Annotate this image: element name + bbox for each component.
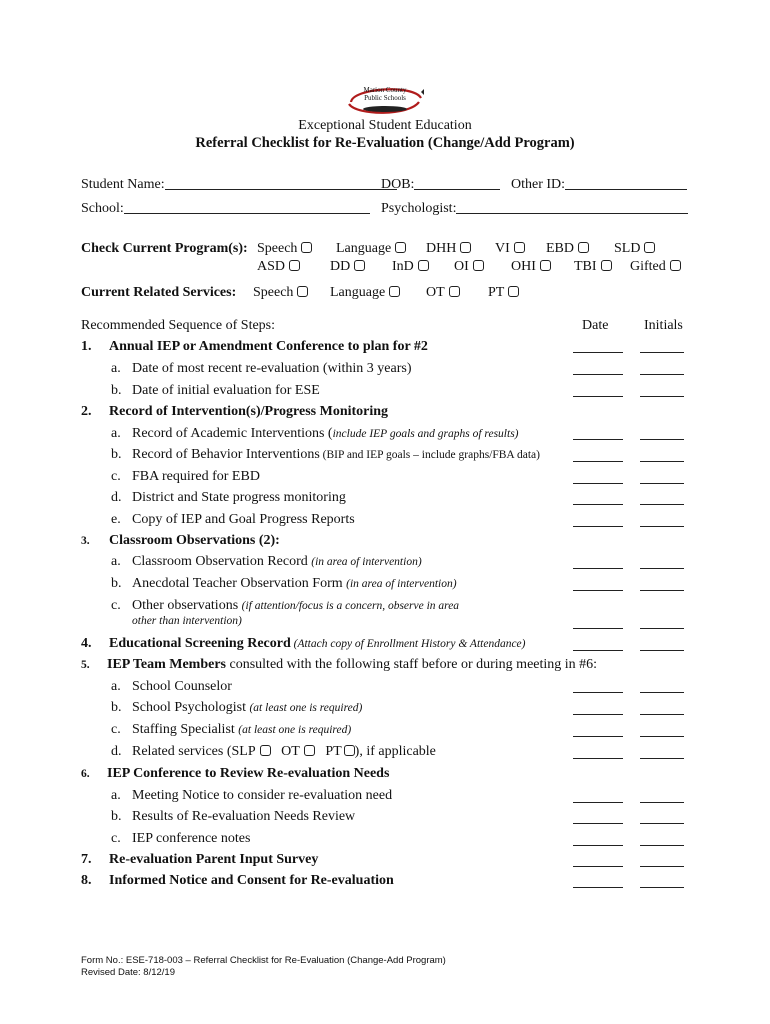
programs-label: Check Current Program(s):: [81, 241, 248, 256]
sub-item-note-continued: other than intervention): [132, 615, 242, 627]
initials-line[interactable]: [640, 568, 684, 569]
sub-letter: c.: [111, 469, 121, 484]
district-logo: [343, 82, 427, 118]
other-id-field[interactable]: [511, 176, 687, 193]
step-title: IEP Conference to Review Re-evaluation Needs: [107, 766, 390, 781]
sub-item-text: Record of Behavior Interventions: [132, 447, 320, 462]
sub-item-text: Staffing Specialist: [132, 722, 239, 737]
sub-item: Date of initial evaluation for ESE: [132, 383, 320, 398]
logo-line-1: Marion County: [363, 86, 407, 94]
date-line[interactable]: [573, 736, 623, 737]
checkbox[interactable]: [449, 286, 460, 297]
step-number: 2.: [81, 404, 92, 419]
sub-letter: a.: [111, 426, 121, 441]
sub-item: [132, 554, 422, 570]
step-number: 6.: [81, 768, 90, 780]
step-note: (Attach copy of Enrollment History & Attendance): [290, 638, 526, 650]
initials-line[interactable]: [640, 374, 684, 375]
psychologist-field[interactable]: [381, 200, 688, 217]
sub-letter: a.: [111, 361, 121, 376]
sub-item: District and State progress monitoring: [132, 490, 346, 505]
step-title: [107, 657, 597, 673]
program-ind-label: InD: [392, 259, 414, 274]
checkbox[interactable]: [301, 242, 312, 253]
date-line[interactable]: [573, 866, 623, 867]
program-vi[interactable]: [495, 241, 525, 257]
student-name-label: Student Name:: [81, 177, 165, 192]
program-ind[interactable]: [392, 259, 429, 275]
sub-item: [132, 426, 519, 442]
department-title: Exceptional Student Education: [298, 118, 472, 133]
pt-label: PT: [325, 744, 342, 759]
initials-line[interactable]: [640, 802, 684, 803]
sub-item-note: (BIP and IEP goals – include graphs/FBA data): [319, 449, 540, 461]
steps-heading: Recommended Sequence of Steps:: [81, 318, 276, 333]
sub-item-note: (in area of intervention): [346, 578, 457, 590]
sub-item: FBA required for EBD: [132, 469, 260, 484]
sub-item: [132, 700, 362, 716]
program-dhh-label: DHH: [426, 241, 457, 256]
psychologist-label: Psychologist:: [381, 201, 457, 216]
sub-item: Copy of IEP and Goal Progress Reports: [132, 512, 355, 527]
step-title-rest: consulted with the following staff before or during meeting in #6:: [226, 657, 598, 672]
sub-item: Date of most recent re-evaluation (within 3 years): [132, 361, 412, 376]
checkbox[interactable]: [289, 260, 300, 271]
logo-line-2: Public Schools: [364, 94, 406, 102]
date-line[interactable]: [573, 758, 623, 759]
sub-item-end: ), if applicable: [354, 744, 436, 759]
sub-letter: c.: [111, 831, 121, 846]
sub-item: IEP conference notes: [132, 831, 251, 846]
step-title: Classroom Observations (2):: [109, 533, 280, 548]
checkbox[interactable]: [297, 286, 308, 297]
program-dd[interactable]: [330, 259, 365, 275]
program-tbi-label: TBI: [574, 259, 597, 274]
initials-line[interactable]: [640, 866, 684, 867]
student-name-field[interactable]: [81, 176, 397, 193]
service-language-label: Language: [330, 285, 386, 300]
program-ebd-label: EBD: [546, 241, 574, 256]
checkbox-pt[interactable]: [344, 745, 355, 756]
step-number: 8.: [81, 873, 92, 888]
initials-line[interactable]: [640, 692, 684, 693]
initials-column-heading: Initials: [644, 318, 683, 333]
initials-line[interactable]: [640, 504, 684, 505]
step-title: Informed Notice and Consent for Re-evaluation: [109, 873, 394, 888]
program-ohi[interactable]: [511, 259, 551, 275]
sub-letter: b.: [111, 447, 122, 462]
dob-field[interactable]: [381, 176, 500, 193]
program-dhh[interactable]: [426, 241, 471, 257]
initials-line[interactable]: [640, 628, 684, 629]
school-field[interactable]: [81, 200, 370, 217]
initials-line[interactable]: [640, 396, 684, 397]
program-sld-label: SLD: [614, 241, 641, 256]
step-number: 4.: [81, 636, 92, 651]
date-line[interactable]: [573, 461, 623, 462]
service-speech-label: Speech: [253, 285, 294, 300]
sub-item-text: Related services (SLP: [132, 744, 256, 759]
date-line[interactable]: [573, 526, 623, 527]
program-oi-label: OI: [454, 259, 469, 274]
initials-line[interactable]: [640, 736, 684, 737]
date-line[interactable]: [573, 628, 623, 629]
initials-line[interactable]: [640, 714, 684, 715]
program-speech-label: Speech: [257, 241, 298, 256]
sub-item: School Counselor: [132, 679, 232, 694]
date-line[interactable]: [573, 845, 623, 846]
sub-letter: a.: [111, 554, 121, 569]
sub-item: [132, 576, 457, 592]
sub-item-text: Anecdotal Teacher Observation Form: [132, 576, 347, 591]
checkbox-ot[interactable]: [304, 745, 315, 756]
date-line[interactable]: [573, 504, 623, 505]
date-line[interactable]: [573, 692, 623, 693]
form-number: Form No.: ESE-718-003 – Referral Checklist for Re-Evaluation (Change-Add Program): [81, 955, 446, 966]
checkbox[interactable]: [540, 260, 551, 271]
program-asd-label: ASD: [257, 259, 286, 274]
step-title: Re-evaluation Parent Input Survey: [109, 852, 319, 867]
checkbox[interactable]: [354, 260, 365, 271]
checkbox[interactable]: [460, 242, 471, 253]
program-tbi[interactable]: [574, 259, 612, 275]
checkbox[interactable]: [601, 260, 612, 271]
ot-label: OT: [281, 744, 300, 759]
checkbox[interactable]: [514, 242, 525, 253]
service-ot[interactable]: [426, 285, 460, 301]
sub-item-note: (at least one is required): [238, 724, 352, 736]
sub-item-text: Classroom Observation Record: [132, 554, 312, 569]
program-sld[interactable]: [614, 241, 655, 257]
date-line[interactable]: [573, 352, 623, 353]
date-line[interactable]: [573, 568, 623, 569]
initials-line[interactable]: [640, 650, 684, 651]
program-ohi-label: OHI: [511, 259, 536, 274]
initials-line[interactable]: [640, 352, 684, 353]
program-speech[interactable]: [257, 241, 312, 257]
date-line[interactable]: [573, 650, 623, 651]
sub-item: [132, 744, 436, 760]
service-ot-label: OT: [426, 285, 445, 300]
checkbox[interactable]: [578, 242, 589, 253]
revised-date: Revised Date: 8/12/19: [81, 967, 176, 978]
program-vi-label: VI: [495, 241, 510, 256]
sub-item-note: (if attention/focus is a concern, observe in area: [241, 600, 460, 612]
program-ebd[interactable]: [546, 241, 589, 257]
sub-letter: b.: [111, 383, 122, 398]
service-speech[interactable]: [253, 285, 308, 301]
school-label: School:: [81, 201, 124, 216]
initials-line[interactable]: [640, 887, 684, 888]
sub-letter: b.: [111, 576, 122, 591]
date-line[interactable]: [573, 483, 623, 484]
sub-item: [132, 447, 540, 463]
checkbox[interactable]: [395, 242, 406, 253]
program-gifted-label: Gifted: [630, 259, 666, 274]
sub-letter: e.: [111, 512, 121, 527]
date-line[interactable]: [573, 439, 623, 440]
step-title: [109, 636, 526, 652]
checkbox[interactable]: [508, 286, 519, 297]
step-number: 5.: [81, 659, 90, 671]
service-pt[interactable]: [488, 285, 519, 301]
sub-item-text: Record of Academic Interventions (: [132, 426, 333, 441]
date-line[interactable]: [573, 396, 623, 397]
program-asd[interactable]: [257, 259, 300, 275]
date-line[interactable]: [573, 887, 623, 888]
date-line[interactable]: [573, 823, 623, 824]
initials-line[interactable]: [640, 526, 684, 527]
checkbox[interactable]: [644, 242, 655, 253]
date-column-heading: Date: [582, 318, 609, 333]
sub-letter: a.: [111, 788, 121, 803]
sub-letter: c.: [111, 598, 121, 613]
initials-line[interactable]: [640, 758, 684, 759]
checkbox[interactable]: [670, 260, 681, 271]
services-label: Current Related Services:: [81, 285, 237, 300]
sub-item-text: School Psychologist: [132, 700, 250, 715]
sub-letter: a.: [111, 679, 121, 694]
form-title: Referral Checklist for Re-Evaluation (Change/Add Program): [195, 135, 575, 151]
sub-item: Meeting Notice to consider re-evaluation need: [132, 788, 393, 803]
dob-label: DOB:: [381, 177, 415, 192]
sub-letter: d.: [111, 490, 122, 505]
sub-item-note: include IEP goals and graphs of results): [332, 428, 519, 440]
service-language[interactable]: [330, 285, 400, 301]
date-line[interactable]: [573, 802, 623, 803]
program-oi[interactable]: [454, 259, 484, 275]
service-pt-label: PT: [488, 285, 505, 300]
sub-item-note: (at least one is required): [249, 702, 363, 714]
initials-line[interactable]: [640, 461, 684, 462]
sub-item: Results of Re-evaluation Needs Review: [132, 809, 356, 824]
program-gifted[interactable]: [630, 259, 681, 275]
sub-letter: b.: [111, 700, 122, 715]
program-language[interactable]: [336, 241, 406, 257]
checkbox[interactable]: [389, 286, 400, 297]
step-title-text: IEP Team Members: [107, 657, 226, 672]
checkbox-slp[interactable]: [260, 745, 271, 756]
sub-letter: b.: [111, 809, 122, 824]
program-dd-label: DD: [330, 259, 351, 274]
step-number: 3.: [81, 535, 90, 547]
step-title: Annual IEP or Amendment Conference to plan for #2: [109, 339, 428, 354]
step-title: Record of Intervention(s)/Progress Monitoring: [109, 404, 389, 419]
checkbox[interactable]: [418, 260, 429, 271]
program-language-label: Language: [336, 241, 392, 256]
date-line[interactable]: [573, 590, 623, 591]
date-line[interactable]: [573, 714, 623, 715]
initials-line[interactable]: [640, 823, 684, 824]
date-line[interactable]: [573, 374, 623, 375]
step-title-text: Educational Screening Record: [109, 636, 291, 651]
initials-line[interactable]: [640, 590, 684, 591]
step-number: 1.: [81, 339, 92, 354]
sub-item: [132, 722, 351, 738]
sub-item-text: Other observations: [132, 598, 242, 613]
other-id-label: Other ID:: [511, 177, 566, 192]
sub-letter: c.: [111, 722, 121, 737]
initials-line[interactable]: [640, 483, 684, 484]
checkbox[interactable]: [473, 260, 484, 271]
sub-letter: d.: [111, 744, 122, 759]
sub-item: [132, 598, 459, 614]
initials-line[interactable]: [640, 439, 684, 440]
step-number: 7.: [81, 852, 92, 867]
sub-item-note: (in area of intervention): [311, 556, 422, 568]
initials-line[interactable]: [640, 845, 684, 846]
